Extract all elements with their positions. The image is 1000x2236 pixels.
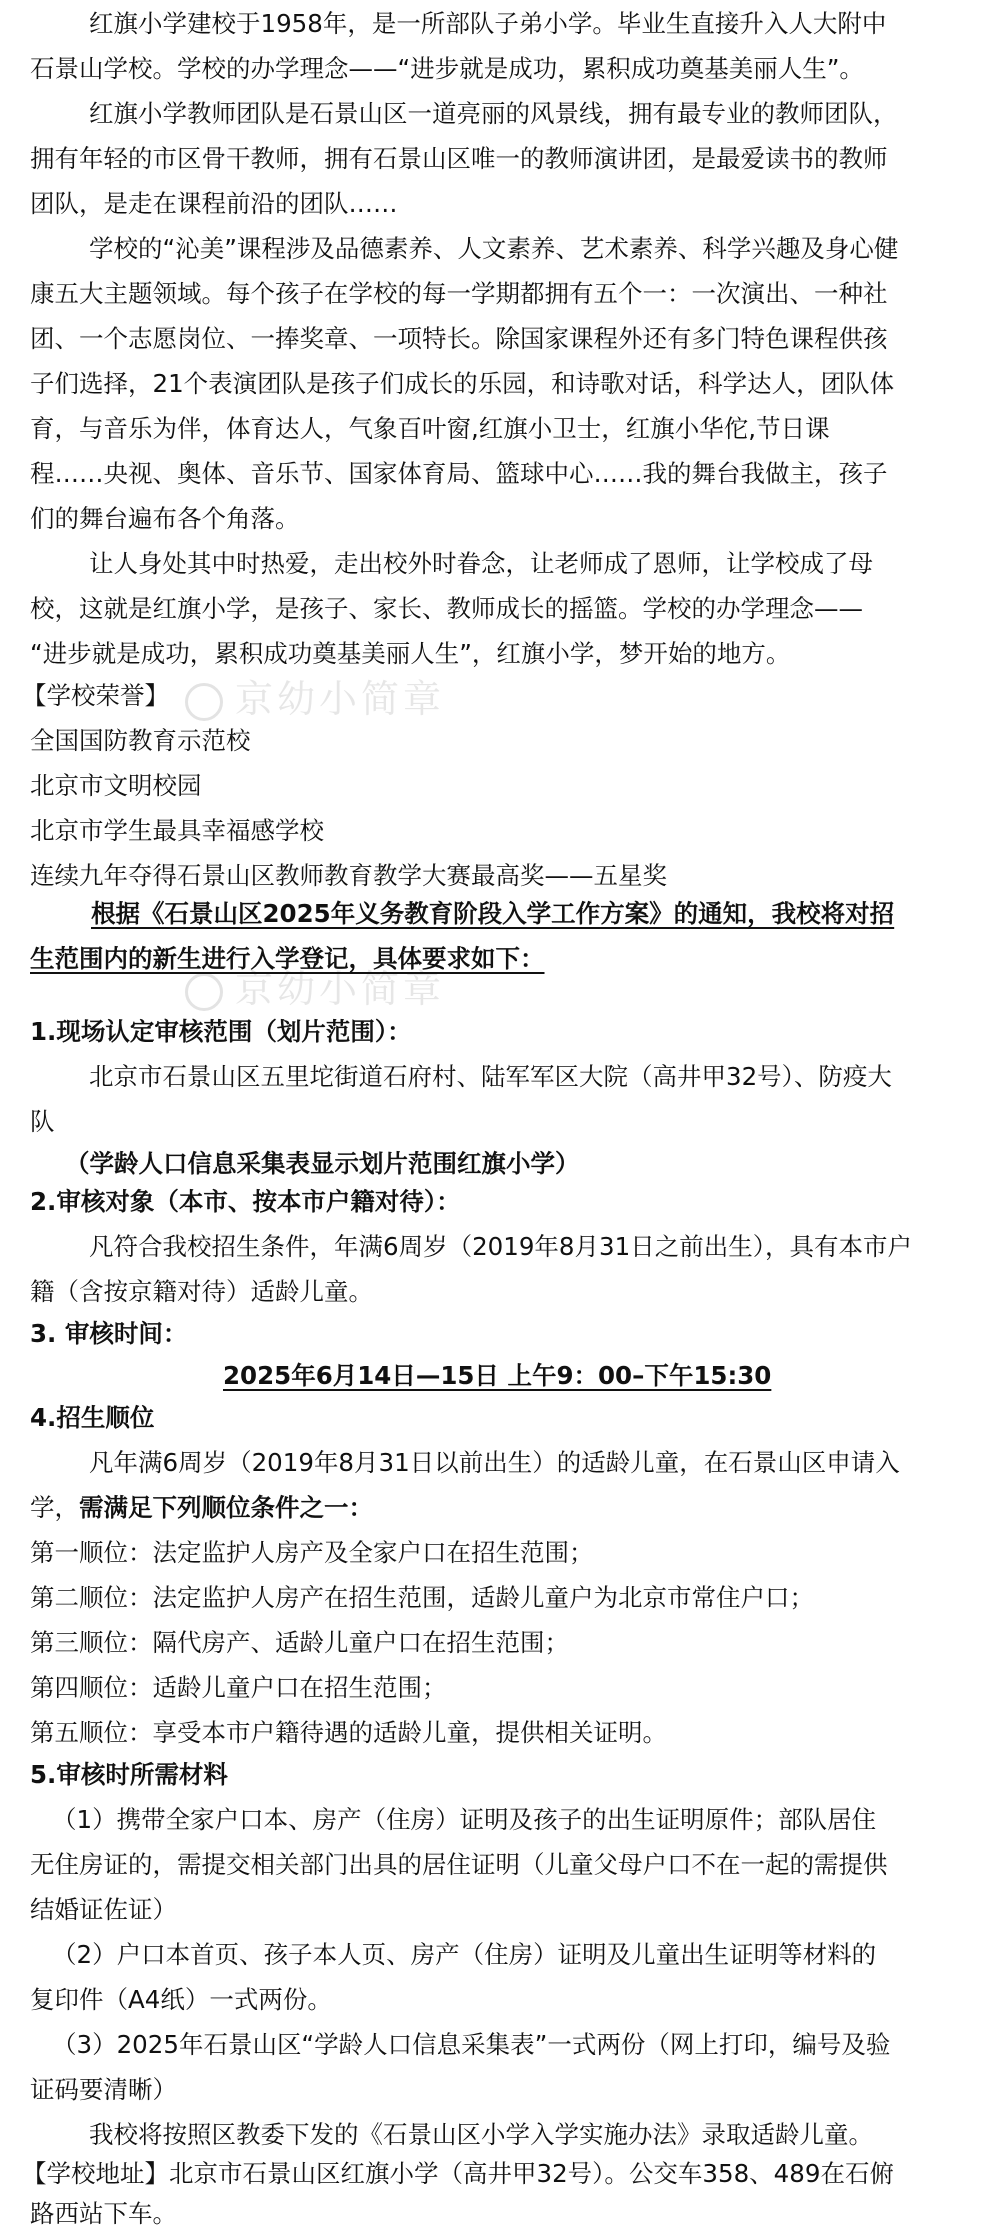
intro-line: 学校的“沁美”课程涉及品德素养、人文素养、艺术素养、科学兴趣及身心健 [89, 234, 899, 263]
intro-line: 团队，是走在课程前沿的团队…… [30, 189, 398, 218]
honor-item: 北京市学生最具幸福感学校 [30, 816, 324, 845]
order-item: 第五顺位：享受本市户籍待遇的适龄儿童，提供相关证明。 [30, 1718, 667, 1747]
watermark-logo-icon [185, 973, 223, 1011]
order-item: 第一顺位：法定监护人房产及全家户口在招生范围； [30, 1538, 594, 1567]
order-item: 第二顺位：法定监护人房产在招生范围，适龄儿童户为北京市常住户口； [30, 1583, 814, 1612]
watermark: 京幼小简章 [185, 668, 445, 723]
section-line: 学，需满足下列顺位条件之一： [30, 1493, 373, 1522]
honors-heading: 【学校荣誉】 [22, 681, 169, 710]
honor-item: 北京市文明校园 [30, 771, 202, 800]
intro-line: “进步就是成功，累积成功奠基美丽人生”，红旗小学，梦开始的地方。 [30, 639, 791, 668]
material-line: （3）2025年石景山区“学龄人口信息采集表”一式两份（网上打印，编号及验 [52, 2030, 891, 2059]
school-address: 【学校地址】北京市石景山区红旗小学（高井甲32号）。公交车358、489在石俯 [22, 2159, 894, 2188]
review-time: 2025年6月14日—15日 上午9：00–下午15:30 [223, 1361, 772, 1390]
intro-line: 育，与音乐为伴，体育达人，气象百叶窗,红旗小卫士，红旗小华佗,节日课 [30, 414, 830, 443]
material-line: 无住房证的，需提交相关部门出具的居住证明（儿童父母户口不在一起的需提供 [30, 1850, 888, 1879]
intro-line: 子们选择，21个表演团队是孩子们成长的乐园，和诗歌对话，科学达人，团队体 [30, 369, 895, 398]
honor-item: 连续九年夺得石景山区教师教育教学大赛最高奖——五星奖 [30, 861, 667, 890]
intro-line: 康五大主题领域。每个孩子在学校的每一学期都拥有五个一：一次演出、一种社 [30, 279, 888, 308]
section-title: 1.现场认定审核范围（划片范围）： [30, 1017, 412, 1046]
material-line: （2）户口本首页、孩子本人页、房产（住房）证明及儿童出生证明等材料的 [52, 1940, 877, 1969]
section-line: 凡年满6周岁（2019年8月31日以前出生）的适龄儿童，在石景山区申请入 [89, 1448, 900, 1477]
watermark: 京幼小简章 [185, 958, 445, 1013]
notice-line: 根据《石景山区2025年义务教育阶段入学工作方案》的通知，我校将对招 [91, 899, 895, 928]
intro-line: 红旗小学建校于1958年，是一所部队子弟小学。毕业生直接升入人大附中 [89, 9, 887, 38]
intro-line: 团、一个志愿岗位、一捧奖章、一项特长。除国家课程外还有多门特色课程供孩 [30, 324, 888, 353]
honor-item: 全国国防教育示范校 [30, 726, 251, 755]
material-line: （1）携带全家户口本、房产（住房）证明及孩子的出生证明原件；部队居住 [52, 1805, 877, 1834]
intro-line: 校，这就是红旗小学，是孩子、家长、教师成长的摇篮。学校的办学理念—— [30, 594, 863, 623]
intro-line: 红旗小学教师团队是石景山区一道亮丽的风景线，拥有最专业的教师团队， [89, 99, 898, 128]
section-title: 4.招生顺位 [30, 1403, 155, 1432]
section-title: 5.审核时所需材料 [30, 1760, 228, 1789]
school-address: 路西站下车。 [30, 2199, 177, 2228]
section-note: （学龄人口信息采集表显示划片范围红旗小学） [65, 1149, 580, 1178]
material-line: 结婚证佐证） [30, 1895, 177, 1924]
intro-line: 拥有年轻的市区骨干教师，拥有石景山区唯一的教师演讲团，是最爱读书的教师 [30, 144, 888, 173]
material-line: 复印件（A4纸）一式两份。 [30, 1985, 332, 2014]
section-title: 3. 审核时间： [30, 1319, 188, 1348]
notice-line: 生范围内的新生进行入学登记，具体要求如下： [30, 944, 545, 973]
intro-line: 让人身处其中时热爱，走出校外时眷念，让老师成了恩师，让学校成了母 [89, 549, 873, 578]
material-line: 证码要清晰） [30, 2075, 177, 2104]
section-line: 北京市石景山区五里坨街道石府村、陆军军区大院（高井甲32号）、防疫大 [89, 1062, 892, 1091]
intro-line: 们的舞台遍布各个角落。 [30, 504, 300, 533]
section-line: 籍（含按京籍对待）适龄儿童。 [30, 1277, 373, 1306]
intro-line: 石景山学校。学校的办学理念——“进步就是成功，累积成功奠基美丽人生”。 [30, 54, 864, 83]
section-line: 队 [30, 1107, 55, 1136]
intro-line: 程……央视、奥体、音乐节、国家体育局、篮球中心……我的舞台我做主，孩子 [30, 459, 888, 488]
section-line: 凡符合我校招生条件，年满6周岁（2019年8月31日之前出生），具有本市户 [89, 1232, 912, 1261]
order-item: 第四顺位：适龄儿童户口在招生范围； [30, 1673, 447, 1702]
order-item: 第三顺位：隔代房产、适龄儿童户口在招生范围； [30, 1628, 569, 1657]
section-title: 2.审核对象（本市、按本市户籍对待）： [30, 1187, 461, 1216]
admission-note: 我校将按照区教委下发的《石景山区小学入学实施办法》录取适龄儿童。 [89, 2120, 873, 2149]
